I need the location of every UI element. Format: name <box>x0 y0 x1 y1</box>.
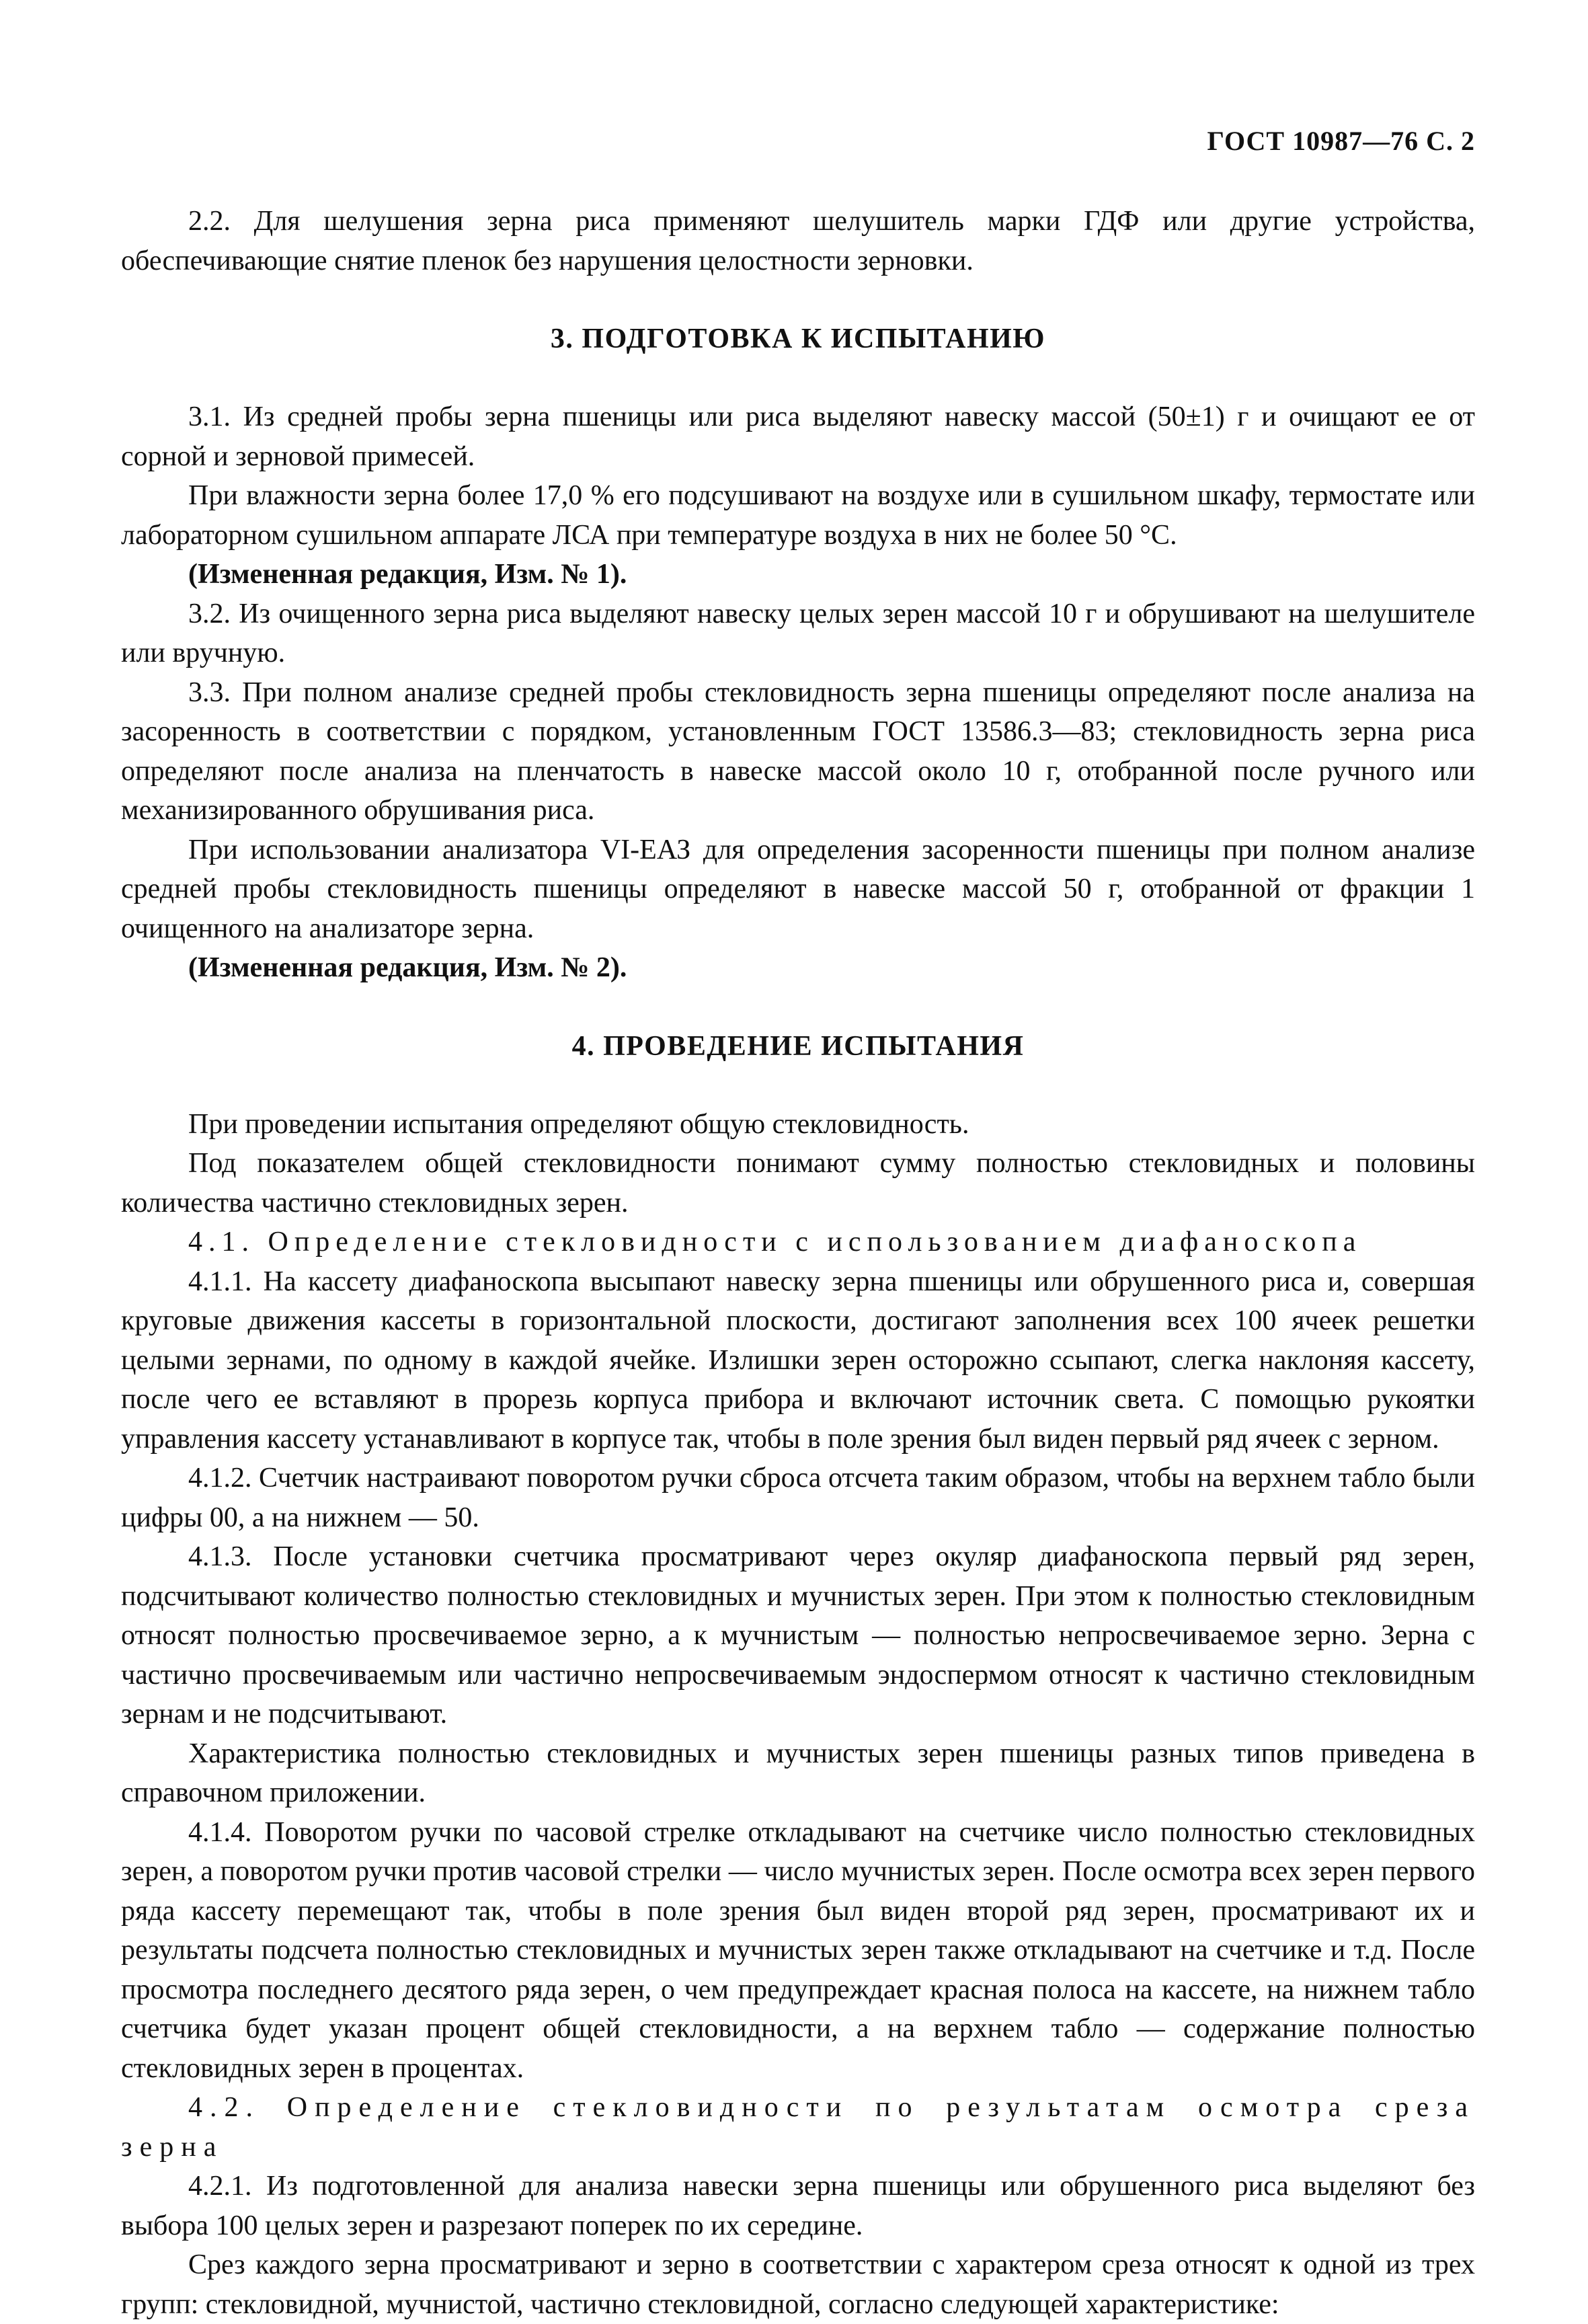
section-3-heading: 3. ПОДГОТОВКА К ИСПЫТАНИЮ <box>550 323 1046 354</box>
paragraph-3-1: 3.1. Из средней пробы зерна пшеницы или риса выделяют навеску массой (50±1) г и очищают ее от сорной и зерновой примесей. <box>121 401 1475 472</box>
subsection-4-2-title: 4.2. Определение стекловидности по результатам осмотра среза зерна <box>121 2092 1475 2163</box>
document-body <box>121 202 1475 2324</box>
paragraph-3-3: 3.3. При полном анализе средней пробы стекловидность зерна пшеницы определяют после анализа на засоренность в соответствии с порядком, установленным ГОСТ 13586.3—83; стекловидность зерна риса определяют после анализа на пленчатость в навеске массой около 10 г, отобранной после ручного или механизированного обрушивания риса. <box>121 676 1475 826</box>
paragraph-4-2-1-groups: Срез каждого зерна просматривают и зерно в соответствии с характером среза относят к одной из трех групп: стекловидной, мучнистой, частично стекловидной, согласно следующей характеристике: <box>121 2249 1475 2320</box>
paragraph-4-1-4: 4.1.4. Поворотом ручки по часовой стрелке откладывают на счетчике число полностью стекловидных зерен, а поворотом ручки против часовой стрелки — число мучнистых зерен. После осмотра всех зерен первого ряда кассету перемещают так, чтобы в поле зрения был виден второй ряд зерен, просматривают их и результаты подсчета полностью стекловидных и мучнистых зерен также откладывают на счетчике и т.д. После просмотра последнего десятого ряда зерен, о чем предупреждает красная полоса на кассете, на нижнем табло счетчика будет указан процент общей стекловидности, а на верхнем табло — содержание полностью стекловидных зерен в процентах. <box>121 1816 1475 2084</box>
section-4-heading: 4. ПРОВЕДЕНИЕ ИСПЫТАНИЯ <box>571 1030 1025 1062</box>
paragraph-2-2: 2.2. Для шелушения зерна риса применяют шелушитель марки ГДФ или другие устройства, обеспечивающие снятие пленок без нарушения целостности зерновки. <box>121 206 1475 276</box>
subsection-4-1-title: 4.1. Определение стекловидности с использованием диафаноскопа <box>188 1227 1362 1257</box>
paragraph-4-intro: При проведении испытания определяют общую стекловидность. <box>188 1108 969 1140</box>
paragraph-4-1-3: 4.1.3. После установки счетчика просматривают через окуляр диафаноскопа первый ряд зерен, подсчитывают количество полностью стекловидных и мучнистых зерен. При этом к полностью стекловидным относят полностью просвечиваемое зерно, а к мучнистым — полностью непросвечиваемое зерно. Зерна с частично просвечиваемым или частично непросвечиваемым эндоспермом относят к частично стекловидным зернам и не подсчитывают. <box>121 1541 1475 1730</box>
paragraph-4-1-1: 4.1.1. На кассету диафаноскопа высыпают навеску зерна пшеницы или обрушенного риса и, совершая круговые движения кассеты в горизонтальной плоскости, достигают заполнения всех 100 ячеек решетки целыми зернами, по одному в каждой ячейке. Излишки зерен осторожно ссыпают, слегка наклоняя кассету, после чего ее вставляют в прорезь корпуса прибора и включают источник света. С помощью рукоятки управления кассету устанавливают в корпусе так, чтобы в поле зрения был виден первый ряд ячеек с зерном. <box>121 1266 1475 1455</box>
paragraph-4-definition: Под показателем общей стекловидности понимают сумму полностью стекловидных и половины количества частично стекловидных зерен. <box>121 1148 1475 1218</box>
paragraph-3-1-humidity: При влажности зерна более 17,0 % его подсушивают на воздухе или в сушильном шкафу, термостате или лабораторном сушильном аппарате ЛСА при температуре воздуха в них не более 50 °С. <box>121 480 1475 551</box>
paragraph-4-2-1: 4.2.1. Из подготовленной для анализа навески зерна пшеницы или обрушенного риса выделяют без выбора 100 целых зерен и разрезают поперек по их середине. <box>121 2171 1475 2241</box>
paragraph-4-1-2: 4.1.2. Счетчик настраивают поворотом ручки сброса отсчета таким образом, чтобы на верхнем табло были цифры 00, а на нижнем — 50. <box>121 1463 1475 1533</box>
page-header: ГОСТ 10987—76 С. 2 <box>1207 126 1475 156</box>
paragraph-4-1-3-reference: Характеристика полностью стекловидных и мучнистых зерен пшеницы разных типов приведена в справочном приложении. <box>121 1738 1475 1808</box>
amendment-note-2: (Измененная редакция, Изм. № 2). <box>188 952 627 983</box>
paragraph-3-2: 3.2. Из очищенного зерна риса выделяют навеску целых зерен массой 10 г и обрушивают на шелушителе или вручную. <box>121 598 1475 668</box>
paragraph-3-3-analyzer: При использовании анализатора VI-ЕАЗ для определения засоренности пшеницы при полном анализе средней пробы стекловидность пшеницы определяют в навеске массой 50 г, отобранной от фракции 1 очищенного на анализаторе зерна. <box>121 834 1475 944</box>
amendment-note-1: (Измененная редакция, Изм. № 1). <box>188 559 627 590</box>
